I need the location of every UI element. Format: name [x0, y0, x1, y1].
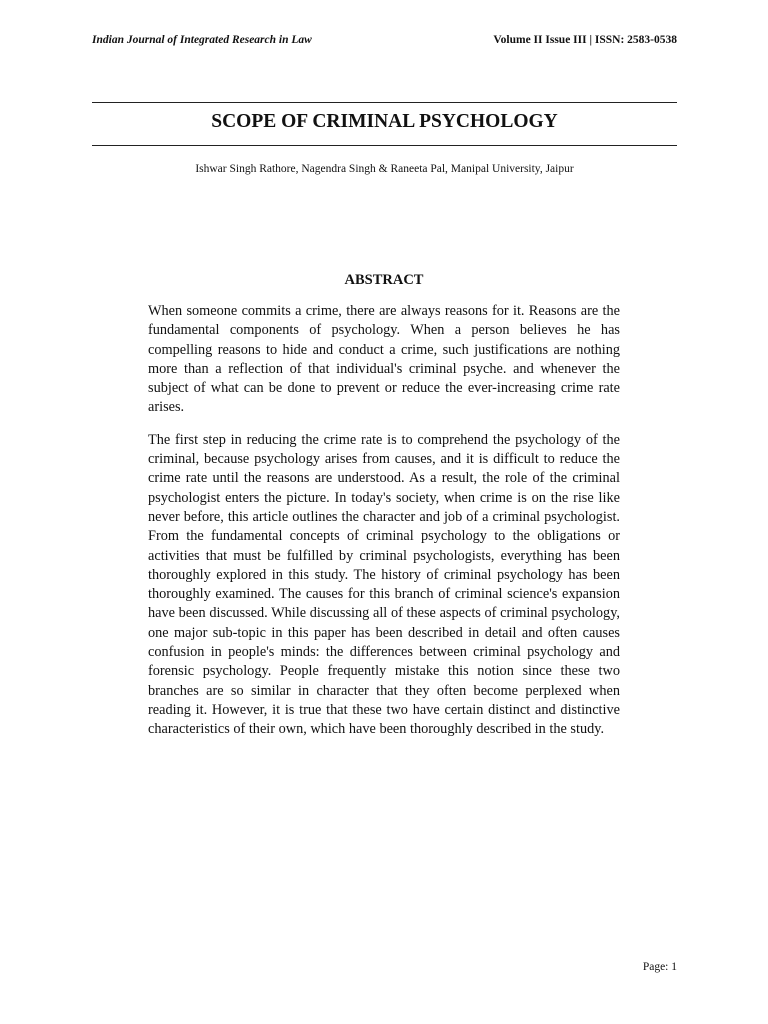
volume-issue-issn: Volume II Issue III | ISSN: 2583-0538 [493, 34, 677, 46]
abstract-paragraph: When someone commits a crime, there are always reasons for it. Reasons are the fundamental components of psychology. When a person believes he has compelling reasons to hide and conduct a crime, such justifications are nothing more than a reflection of that individual's criminal psyche. and whenever the subject of what can be done to prevent or reduce the ever-increasing crime rate arises. [148, 303, 620, 416]
running-header [92, 34, 677, 50]
title-bottom-rule [92, 145, 677, 146]
abstract-body [148, 302, 620, 753]
author-affiliation: Ishwar Singh Rathore, Nagendra Singh & Raneeta Pal, Manipal University, Jaipur [195, 163, 574, 175]
title-top-rule [92, 102, 677, 103]
page-number: Page: 1 [642, 961, 677, 973]
paper-title: SCOPE OF CRIMINAL PSYCHOLOGY [211, 111, 558, 132]
journal-name: Indian Journal of Integrated Research in Law [92, 34, 312, 46]
abstract-paragraph: The first step in reducing the crime rate is to comprehend the psychology of the criminal, because psychology arises from causes, and it is difficult to reduce the crime rate until the reasons are understood. As a result, the role of the criminal psychologist enters the picture. In today's society, when crime is on the rise like never before, this article outlines the character and job of a criminal psychologist. From the fundamental concepts of criminal psychology to the obligations or activities that must be fulfilled by criminal psychologists, everything has been thoroughly explored in this study. The history of criminal psychology has been thoroughly examined. The causes for this branch of criminal science's expansion have been discussed. While discussing all of these aspects of criminal psychology, one major sub-topic in this paper has been described in detail and often causes confusion in people's minds: the differences between criminal psychology and forensic psychology. People frequently mistake this notion since these two branches are so similar in character that they often become perplexed when reading it. However, it is true that these two have certain distinct and distinctive characteristics of their own, which have been thoroughly described in the study. [148, 431, 620, 738]
abstract-heading: ABSTRACT [344, 272, 424, 288]
